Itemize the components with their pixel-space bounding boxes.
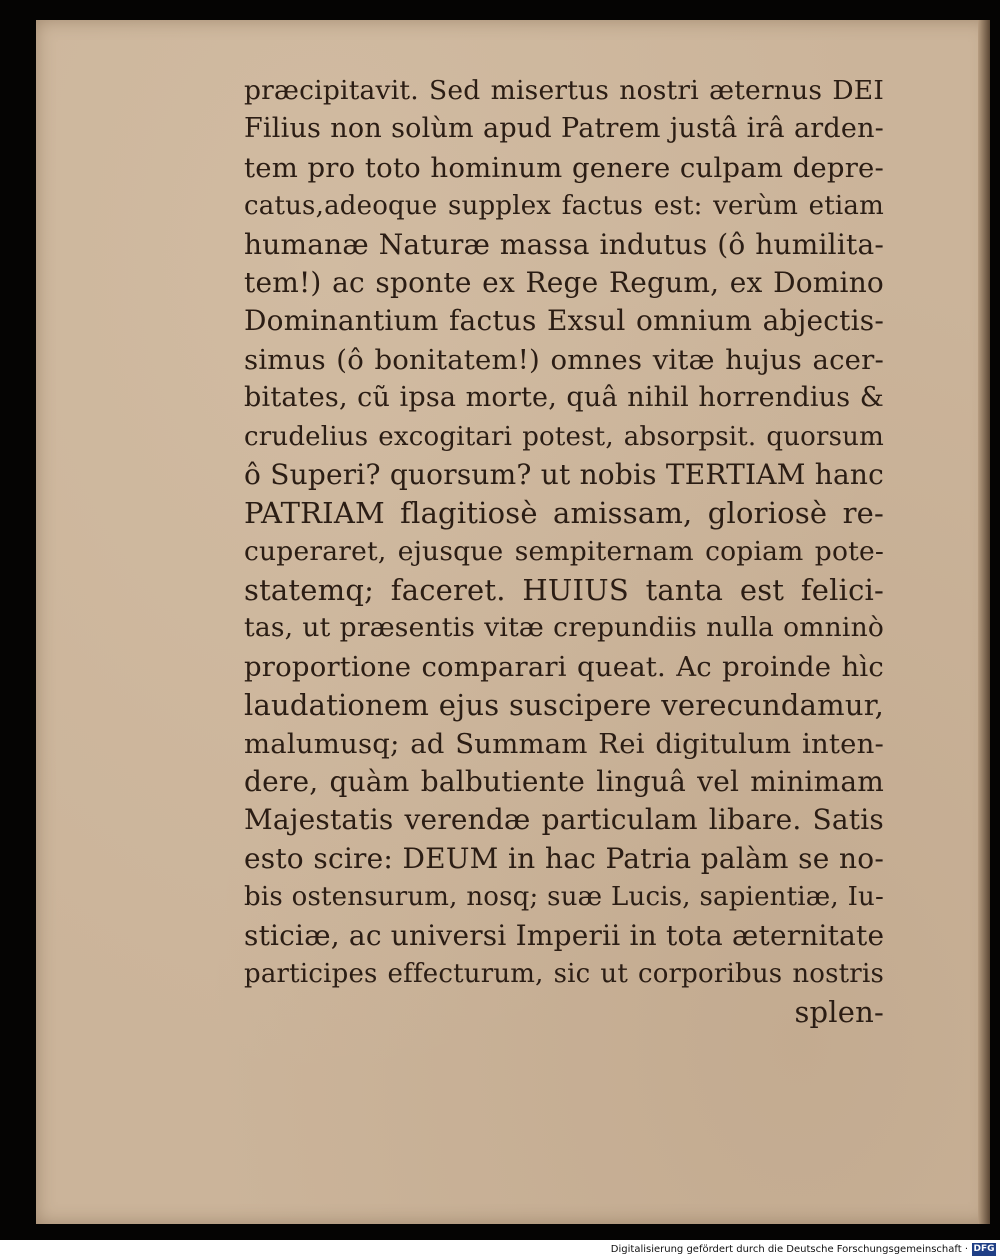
text-line: PATRIAM flagitiosè amissam, gloriosè re- [244, 496, 884, 531]
text-line: esto scire: DEUM in hac Patria palàm se no- [244, 841, 884, 875]
text-line: sticiæ, ac universi Imperii in tota æternitate [244, 918, 885, 952]
text-line: simus (ô bonitatem!) omnes vitæ hujus acer- [244, 343, 884, 376]
dfg-logo-icon: DFG [973, 1244, 995, 1254]
text-line: catus,adeoque supplex factus est: verùm etiam [244, 191, 884, 222]
page-gutter-shadow [978, 20, 990, 1224]
text-line: statemq; faceret. HUIUS tanta est felici- [244, 573, 884, 608]
funding-credit: Digitalisierung gefördert durch die Deutsche Forschungsgemeinschaft · [610, 1244, 968, 1255]
text-line: proportione comparari queat. Ac proinde hìc [244, 650, 884, 683]
text-line: humanæ Naturæ massa indutus (ô humilita- [244, 227, 884, 261]
text-line: participes effecturum, sic ut corporibus nostris [244, 958, 884, 989]
text-line: Filius non solùm apud Patrem justâ irâ arden- [244, 113, 884, 145]
text-line: præcipitavit. Sed misertus nostri æternus DEI [244, 75, 884, 106]
text-line: tem pro toto hominum genere culpam depre- [244, 151, 884, 184]
book-page [36, 20, 990, 1224]
catchword: splen- [794, 995, 884, 1030]
text-line: tem!) ac sponte ex Rege Regum, ex Domino [244, 265, 884, 299]
text-line: tas, ut præsentis vitæ crepundiis nulla omninò [244, 612, 884, 644]
text-line: cuperaret, ejusque sempiternam copiam pote- [244, 535, 884, 567]
page-text [244, 72, 884, 1032]
text-line: Majestatis verendæ particulam libare. Satis [244, 803, 884, 837]
text-line: laudationem ejus suscipere verecundamur, [244, 688, 884, 723]
text-line: dere, quàm balbutiente linguâ vel minimam [244, 765, 884, 799]
text-line: ô Superi? quorsum? ut nobis TERTIAM hanc [244, 457, 884, 491]
text-line: bitates, cũ ipsa morte, quâ nihil horrendius & [244, 382, 884, 414]
text-line: malumusq; ad Summam Rei digitulum inten- [244, 727, 884, 760]
text-line: crudelius excogitari potest, absorpsit. quorsum [244, 421, 884, 452]
text-line: bis ostensurum, nosq; suæ Lucis, sapientiæ, Iu- [244, 882, 884, 913]
text-line: Dominantium factus Exsul omnium abjectis- [244, 304, 884, 338]
digitization-footer [0, 1240, 1000, 1259]
